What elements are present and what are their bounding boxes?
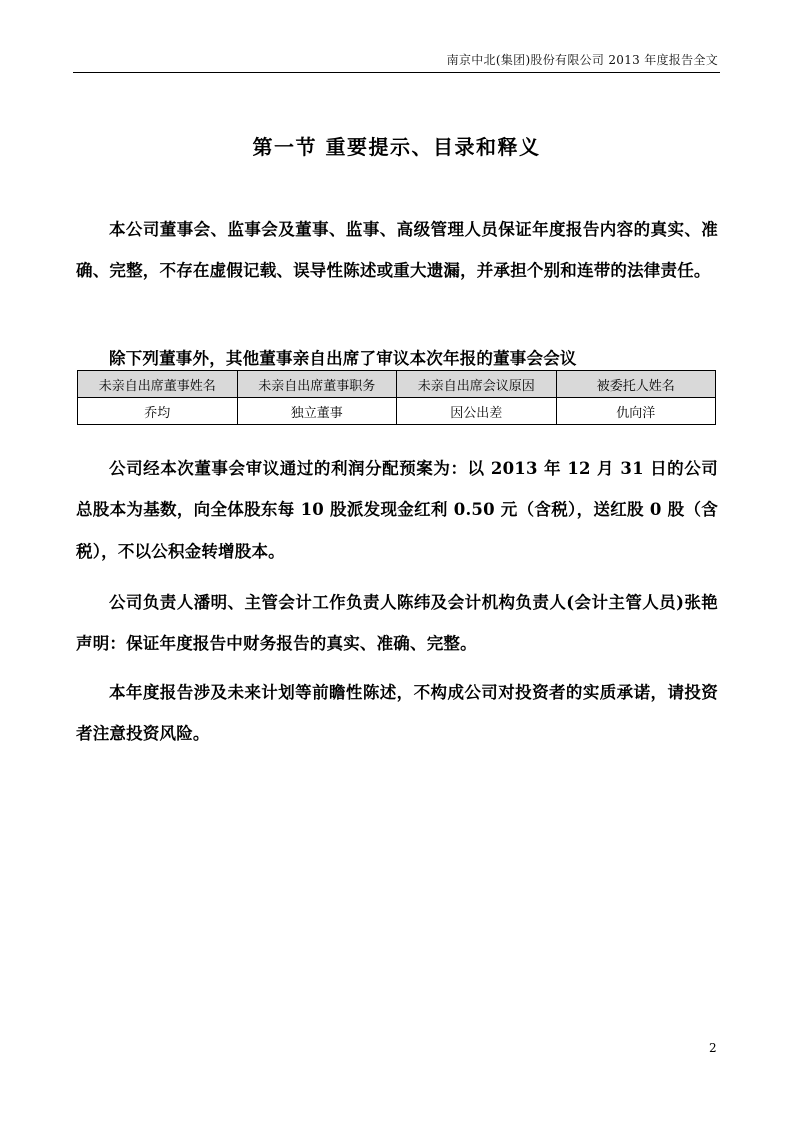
document-header-title: 南京中北(集团)股份有限公司 2013 年度报告全文 [446,53,718,67]
table-row [78,398,716,425]
header-divider [73,72,720,73]
table-header-row [78,371,716,398]
absent-directors-table [77,370,716,425]
board-guarantee-paragraph: 本公司董事会、监事会及董事、监事、高级管理人员保证年度报告内容的真实、准确、完整，不存在虚假记载、误导性陈述或重大遗漏，并承担个别和连带的法律责任。 [76,219,718,280]
table-cell-director-position: 独立董事 [237,398,397,425]
column-header: 被委托人姓名 [556,371,716,398]
column-header: 未亲自出席董事职务 [237,371,397,398]
profit-distribution-paragraph: 公司经本次董事会审议通过的利润分配预案为：以 2013 年 12 月 31 日的公司总股本为基数，向全体股东每 10 股派发现金红利 0.50 元（含税），送红股 0 股（含税），不以公积金转增股本。 [76,458,718,561]
table-cell-director-name: 乔均 [78,398,238,425]
section-title: 第一节 重要提示、目录和释义 [252,135,541,159]
absent-directors-intro: 除下列董事外，其他董事亲自出席了审议本次年报的董事会会议 [109,348,577,368]
column-header: 未亲自出席董事姓名 [78,371,238,398]
responsible-persons-paragraph: 公司负责人潘明、主管会计工作负责人陈纬及会计机构负责人(会计主管人员)张艳声明：保证年度报告中财务报告的真实、准确、完整。 [76,592,718,653]
page-number: 2 [709,1041,717,1055]
table-cell-absence-reason: 因公出差 [397,398,557,425]
column-header: 未亲自出席会议原因 [397,371,557,398]
table-cell-proxy-name: 仇向洋 [556,398,716,425]
forward-looking-paragraph: 本年度报告涉及未来计划等前瞻性陈述，不构成公司对投资者的实质承诺，请投资者注意投资风险。 [76,682,718,743]
